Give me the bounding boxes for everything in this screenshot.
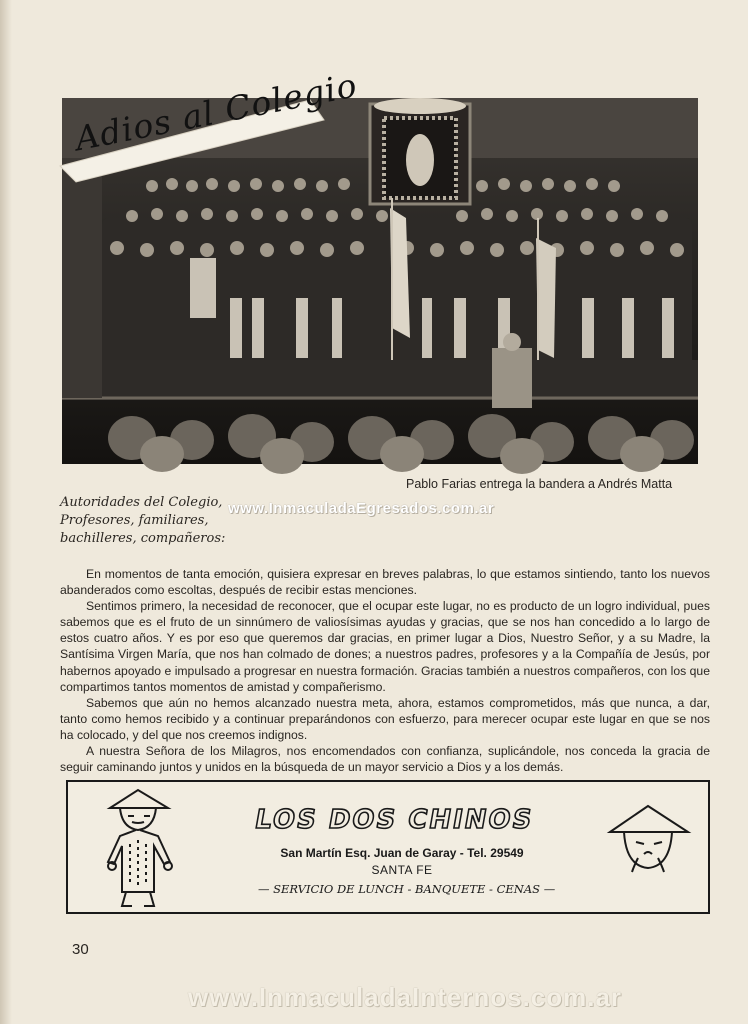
watermark-middle: www.InmaculadaEgresados.com.ar	[228, 500, 495, 517]
brand-logo	[252, 798, 536, 838]
ad-city: SANTA FE	[371, 863, 433, 877]
advertisement	[66, 780, 710, 914]
paragraph: Sentimos primero, la necesidad de reconocer, que el ocupar este lugar, no es producto de un logro individual, pues sabemos que es el fruto de un sinnúmero de valiosísimas ayudas y gracias, que se nos han concedido a lo largo de estos cuatro años. Y es por eso que queremos dar gracias, en primer lugar a Dios, Nuestro Señor, y a su Madre, la Santísima Virgen María, que nos han colmado de dones; a nuestros padres, profesores y a la Compañía de Jesús, por habernos apoyado e impulsado a progresar en nuestra formación. Gracias también a nuestros compañeros, con los que compartimos tantos momentos de amistad y compañerismo.	[60, 599, 710, 694]
ad-address: San Martín Esq. Juan de Garay - Tel. 29549	[280, 846, 524, 860]
photo-caption: Pablo Farias entrega la bandera a Andrés Matta	[406, 477, 673, 491]
watermark-bottom: www.InmaculadaInternos.com.ar	[188, 982, 623, 1012]
speech-body	[60, 566, 710, 775]
paragraph: A nuestra Señora de los Milagros, nos encomendados con confianza, suplicándole, nos conceda la gracia de seguir caminando juntos y unidos en la búsqueda de un mayor servicio a Dios y a los demás.	[60, 744, 710, 775]
greeting	[60, 494, 225, 548]
brand-text: LOS DOS CHINOS	[252, 805, 536, 835]
photo-title: Adios al Colegio	[72, 65, 361, 159]
greeting-line: Profesores, familiares,	[60, 513, 209, 528]
greeting-line: bachilleres, compañeros:	[60, 531, 226, 546]
paragraph: Sabemos que aún no hemos alcanzado nuestra meta, ahora, estamos comprometidos, más que nunca, a dar, tanto como hemos recibido y a continuar preparándonos con esfuerzo, para merecer ocupar este lugar en que se nos ha colocado, y del que nos creemos indignos.	[60, 695, 710, 742]
paragraph: En momentos de tanta emoción, quisiera expresar en breves palabras, lo que estamos sintiendo, tanto los nuevos abanderados como escoltas, después de recibir estas menciones.	[60, 567, 710, 598]
chinese-face-icon	[604, 800, 694, 885]
greeting-line: Autoridades del Colegio,	[60, 495, 223, 510]
page-edge	[0, 0, 12, 1024]
page-number: 30	[72, 941, 89, 958]
ad-services: — SERVICIO DE LUNCH - BANQUETE - CENAS —	[258, 882, 556, 896]
chinese-figure-icon	[92, 784, 192, 915]
